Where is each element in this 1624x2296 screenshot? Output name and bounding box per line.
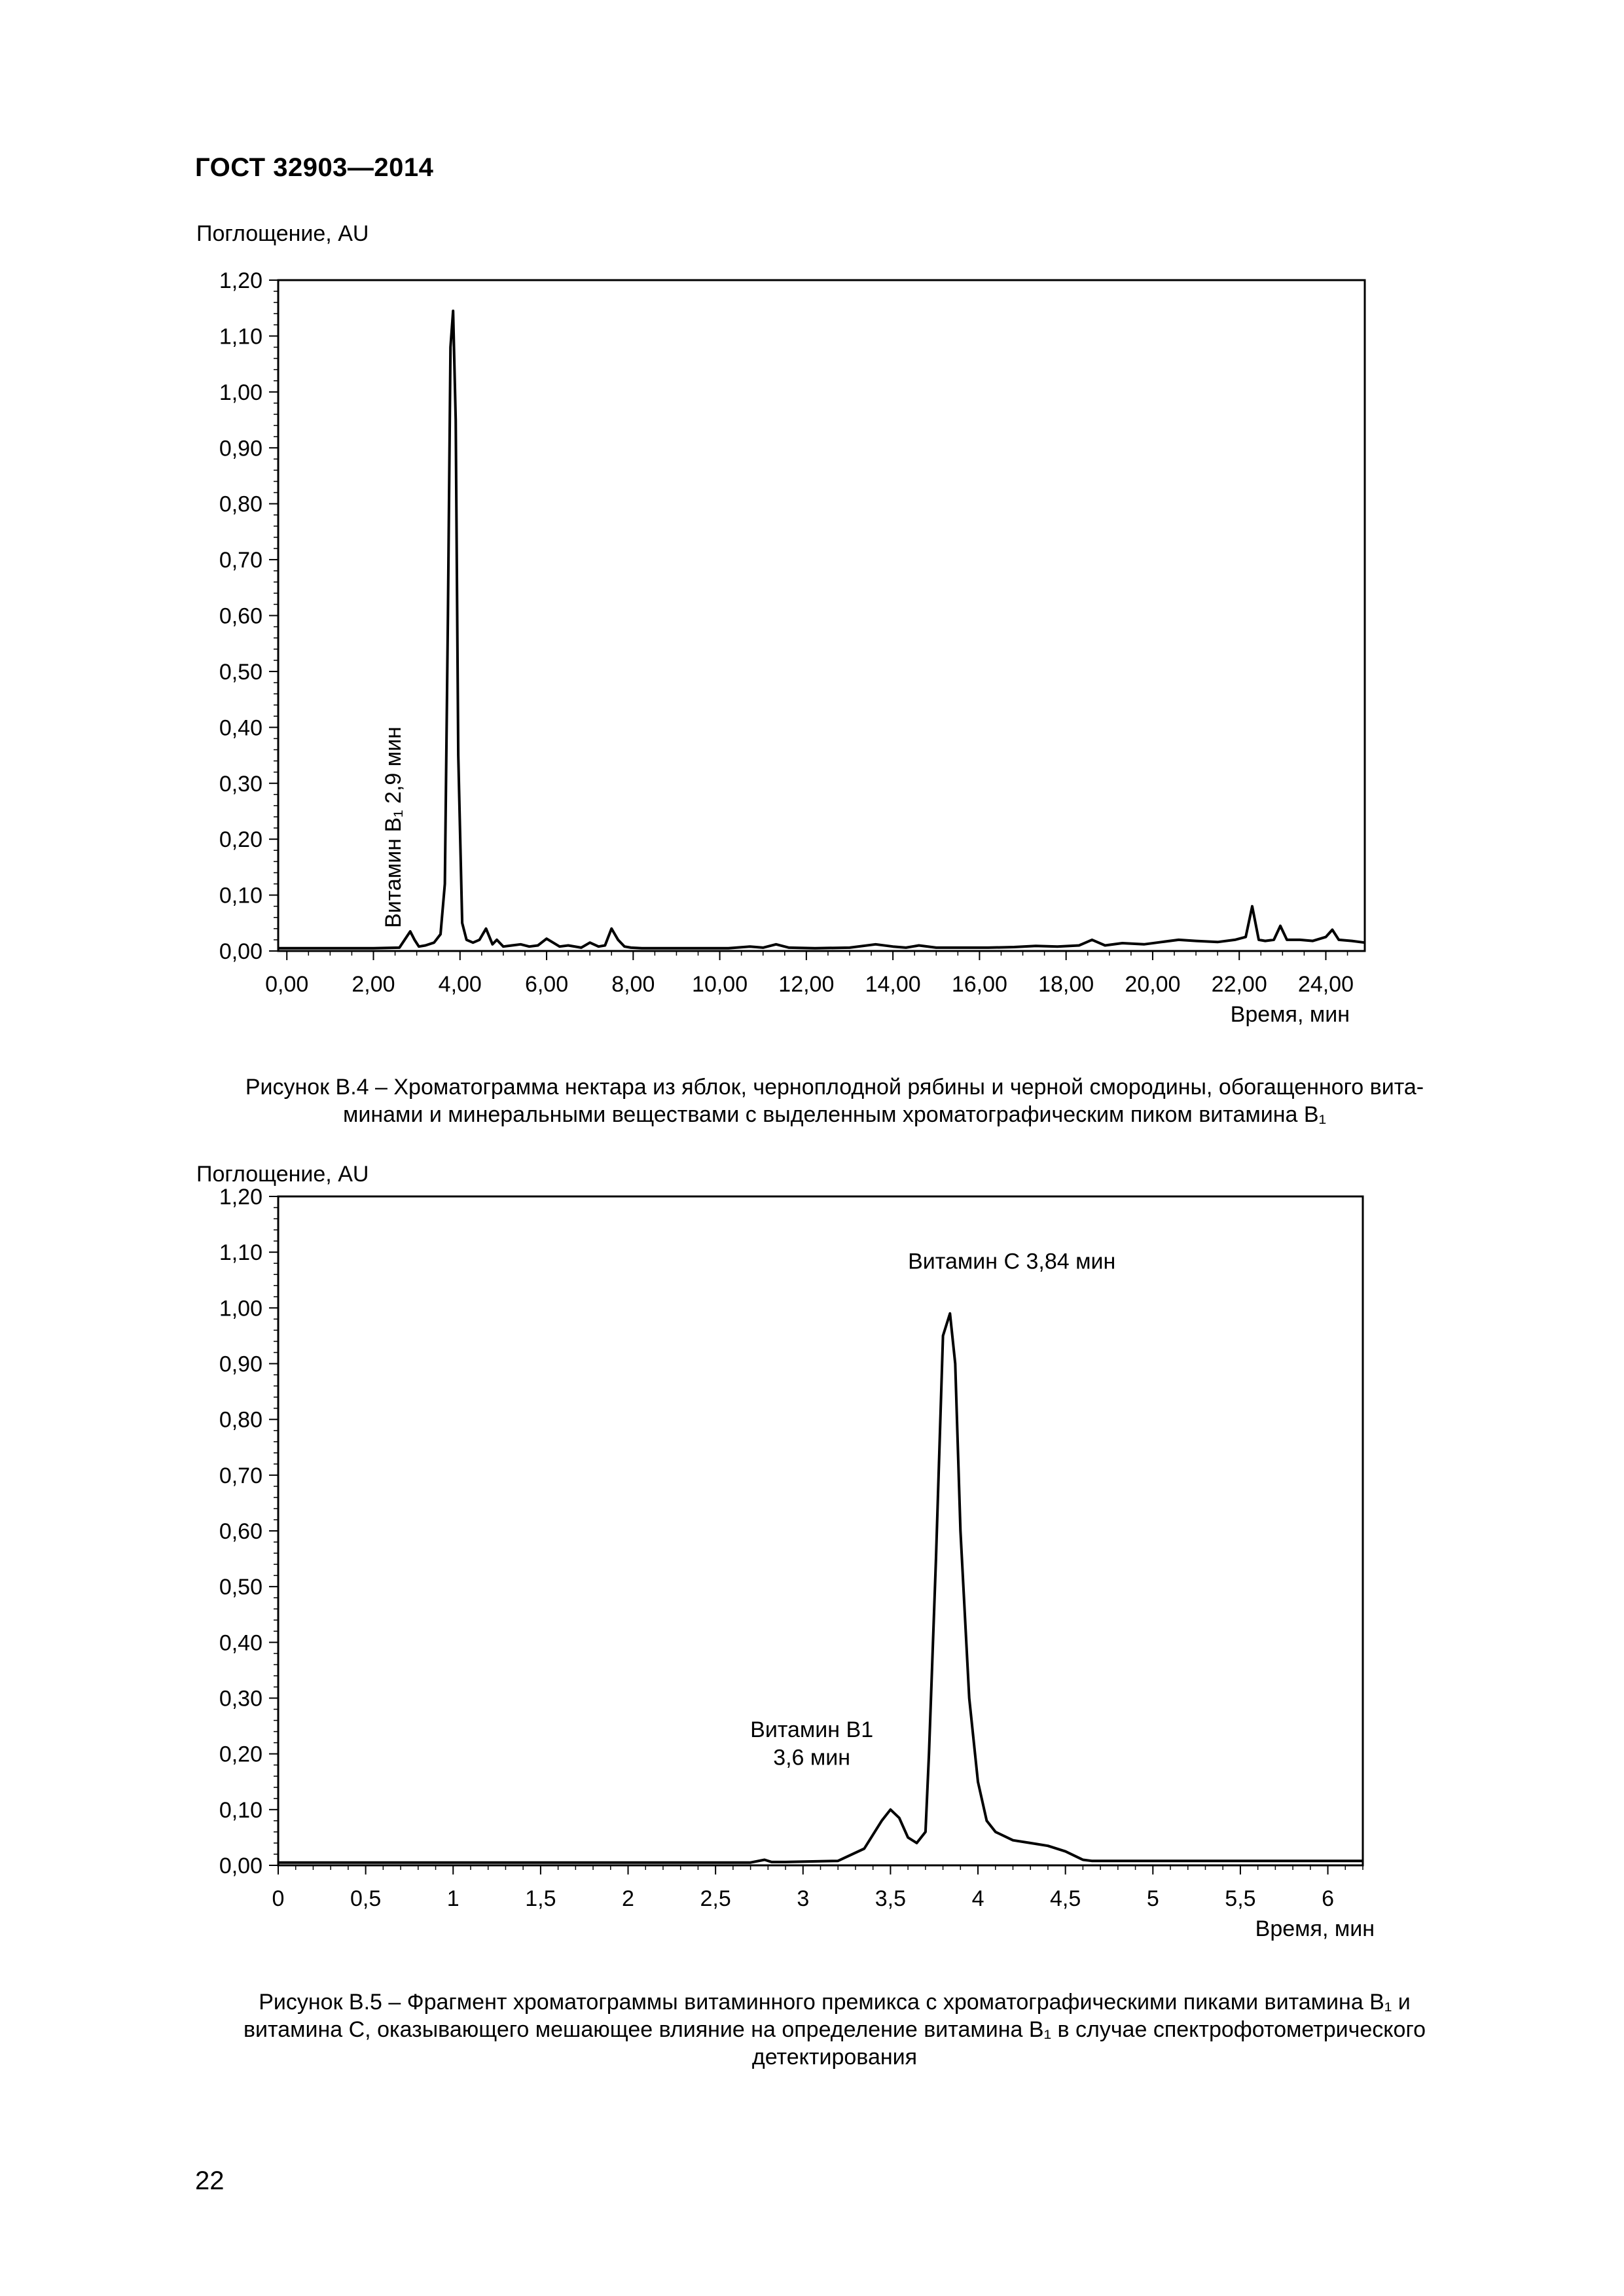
x-tick-label: 5,5: [1225, 1886, 1256, 1911]
x-axis-label: Время, мин: [1255, 1916, 1375, 1941]
peak-annotation: Витамин В₁ 2,9 мин: [381, 726, 406, 928]
y-tick-label: 1,20: [219, 1185, 262, 1210]
document-header: ГОСТ 32903—2014: [195, 153, 434, 182]
x-tick-label: 18,00: [1038, 972, 1094, 997]
x-tick-label: 20,00: [1125, 972, 1181, 997]
x-tick-label: 24,00: [1297, 972, 1354, 997]
x-tick-label: 12,00: [778, 972, 835, 997]
y-tick-label: 1,10: [219, 324, 262, 350]
x-tick-label: 16,00: [951, 972, 1007, 997]
peak-annotation: Витамин С 3,84 мин: [908, 1249, 1116, 1274]
y-tick-label: 0,60: [219, 1519, 262, 1544]
x-tick-label: 1,5: [525, 1886, 556, 1911]
figure-caption-b4: [183, 1073, 1486, 1128]
y-tick-label: 0,30: [219, 771, 262, 797]
x-tick-label: 2: [622, 1886, 634, 1911]
y-tick-label: 0,60: [219, 603, 262, 629]
x-tick-label: 4,00: [438, 972, 482, 997]
y-tick-label: 0,50: [219, 659, 262, 685]
x-tick-label: 3: [797, 1886, 810, 1911]
y-tick-label: 0,00: [219, 1854, 262, 1878]
y-tick-label: 0,10: [219, 883, 262, 908]
x-tick-label: 0,00: [265, 972, 309, 997]
caption-b4-line2: минами и минеральными веществами с выделенным хроматографическим пиком витамина В₁: [342, 1102, 1327, 1127]
y-tick-label: 0,30: [219, 1686, 262, 1712]
peak-annotation: Витамин В1: [750, 1717, 874, 1743]
x-tick-label: 6,00: [524, 972, 569, 997]
y-tick-label: 1,00: [219, 380, 262, 405]
x-tick-label: 0: [272, 1886, 285, 1911]
page-number: 22: [195, 2166, 225, 2195]
figure-caption-b5: [183, 1988, 1486, 2071]
x-tick-label: 8,00: [611, 972, 655, 997]
chromatogram-chart-b4: [0, 209, 1624, 1060]
caption-b5-line2: витамина С, оказывающего мешающее влияние на определение витамина В₁ в случае спектрофотометрического: [243, 2017, 1426, 2042]
caption-b5-line1: Рисунок В.5 – Фрагмент хроматограммы витаминного премикса с хроматографическими пиками витамина В₁ и: [259, 1990, 1411, 2015]
y-tick-label: 0,70: [219, 1463, 262, 1488]
caption-b4-line1: Рисунок В.4 – Хроматограмма нектара из яблок, черноплодной рябины и черной смородины, обогащенного вита-: [245, 1075, 1424, 1100]
x-tick-label: 4,5: [1050, 1886, 1081, 1911]
x-tick-label: 1: [446, 1886, 460, 1911]
x-axis-label: Время, мин: [1230, 1002, 1350, 1027]
x-tick-label: 6: [1322, 1886, 1335, 1911]
x-tick-label: 14,00: [865, 972, 921, 997]
x-tick-label: 0,5: [350, 1886, 382, 1911]
y-tick-label: 0,90: [219, 1352, 262, 1377]
chromatogram-line: [278, 1314, 1363, 1863]
y-tick-label: 0,10: [219, 1797, 262, 1823]
x-tick-label: 3,5: [875, 1886, 907, 1911]
x-tick-label: 10,00: [692, 972, 748, 997]
y-tick-label: 1,10: [219, 1240, 262, 1266]
y-tick-label: 1,20: [219, 268, 262, 293]
y-tick-label: 0,40: [219, 715, 262, 741]
peak-annotation: 3,6 мин: [773, 1745, 851, 1770]
x-tick-label: 4: [971, 1886, 984, 1911]
y-tick-label: 0,80: [219, 1407, 262, 1433]
y-tick-label: 0,40: [219, 1630, 262, 1656]
chromatogram-chart-b5: [0, 1145, 1624, 1996]
y-tick-label: 0,20: [219, 827, 262, 853]
y-tick-label: 1,00: [219, 1296, 262, 1321]
x-tick-label: 2,5: [700, 1886, 731, 1911]
y-tick-label: 0,20: [219, 1742, 262, 1767]
y-axis-label: Поглощение, AU: [196, 1162, 369, 1187]
x-tick-label: 5: [1146, 1886, 1159, 1911]
y-tick-label: 0,70: [219, 548, 262, 573]
y-tick-label: 0,00: [219, 939, 262, 964]
chromatogram-line: [278, 311, 1365, 948]
y-tick-label: 0,50: [219, 1575, 262, 1600]
x-tick-label: 2,00: [352, 972, 395, 997]
caption-b5-line3: детектирования: [751, 2045, 918, 2070]
y-axis-label: Поглощение, AU: [196, 221, 369, 246]
plot-frame: [278, 280, 1365, 951]
y-tick-label: 0,90: [219, 436, 262, 461]
y-tick-label: 0,80: [219, 492, 262, 517]
x-tick-label: 22,00: [1211, 972, 1267, 997]
